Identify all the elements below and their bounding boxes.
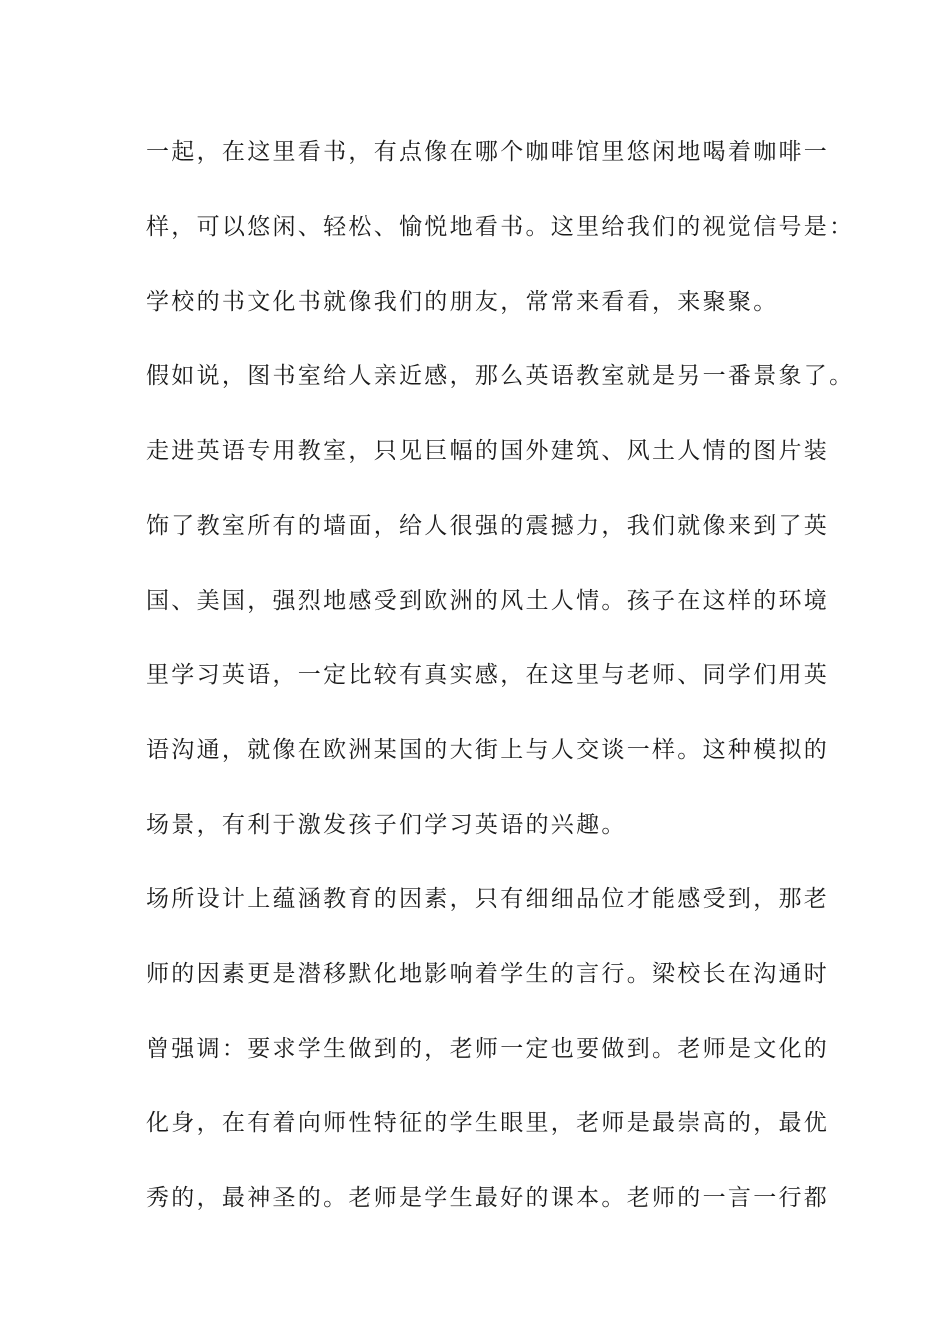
text-line-4: 假如说，图书室给人亲近感，那么英语教室就是另一番景象了。: [146, 363, 855, 389]
text-line-9: 语沟通，就像在欧洲某国的大街上与人交谈一样。这种模拟的: [146, 737, 830, 763]
text-line-12: 师的因素更是潜移默化地影响着学生的言行。梁校长在沟通时: [146, 961, 830, 987]
text-line-13: 曾强调：要求学生做到的，老师一定也要做到。老师是文化的: [146, 1036, 830, 1062]
text-line-1: 一起，在这里看书，有点像在哪个咖啡馆里悠闲地喝着咖啡一: [146, 139, 830, 165]
text-line-15: 秀的，最神圣的。老师是学生最好的课本。老师的一言一行都: [146, 1185, 830, 1211]
text-line-11: 场所设计上蕴涵教育的因素，只有细细品位才能感受到，那老: [146, 886, 830, 912]
text-line-5: 走进英语专用教室，只见巨幅的国外建筑、风土人情的图片装: [146, 438, 830, 464]
text-line-8: 里学习英语，一定比较有真实感，在这里与老师、同学们用英: [146, 662, 830, 688]
text-line-10: 场景，有利于激发孩子们学习英语的兴趣。: [146, 812, 627, 838]
text-line-6: 饰了教室所有的墙面，给人很强的震撼力，我们就像来到了英: [146, 513, 830, 539]
text-line-7: 国、美国，强烈地感受到欧洲的风土人情。孩子在这样的环境: [146, 588, 830, 614]
text-line-14: 化身，在有着向师性特征的学生眼里，老师是最崇高的，最优: [146, 1110, 830, 1136]
text-line-2: 样，可以悠闲、轻松、愉悦地看书。这里给我们的视觉信号是：: [146, 214, 855, 240]
text-line-3: 学校的书文化书就像我们的朋友，常常来看看，来聚聚。: [146, 289, 779, 315]
